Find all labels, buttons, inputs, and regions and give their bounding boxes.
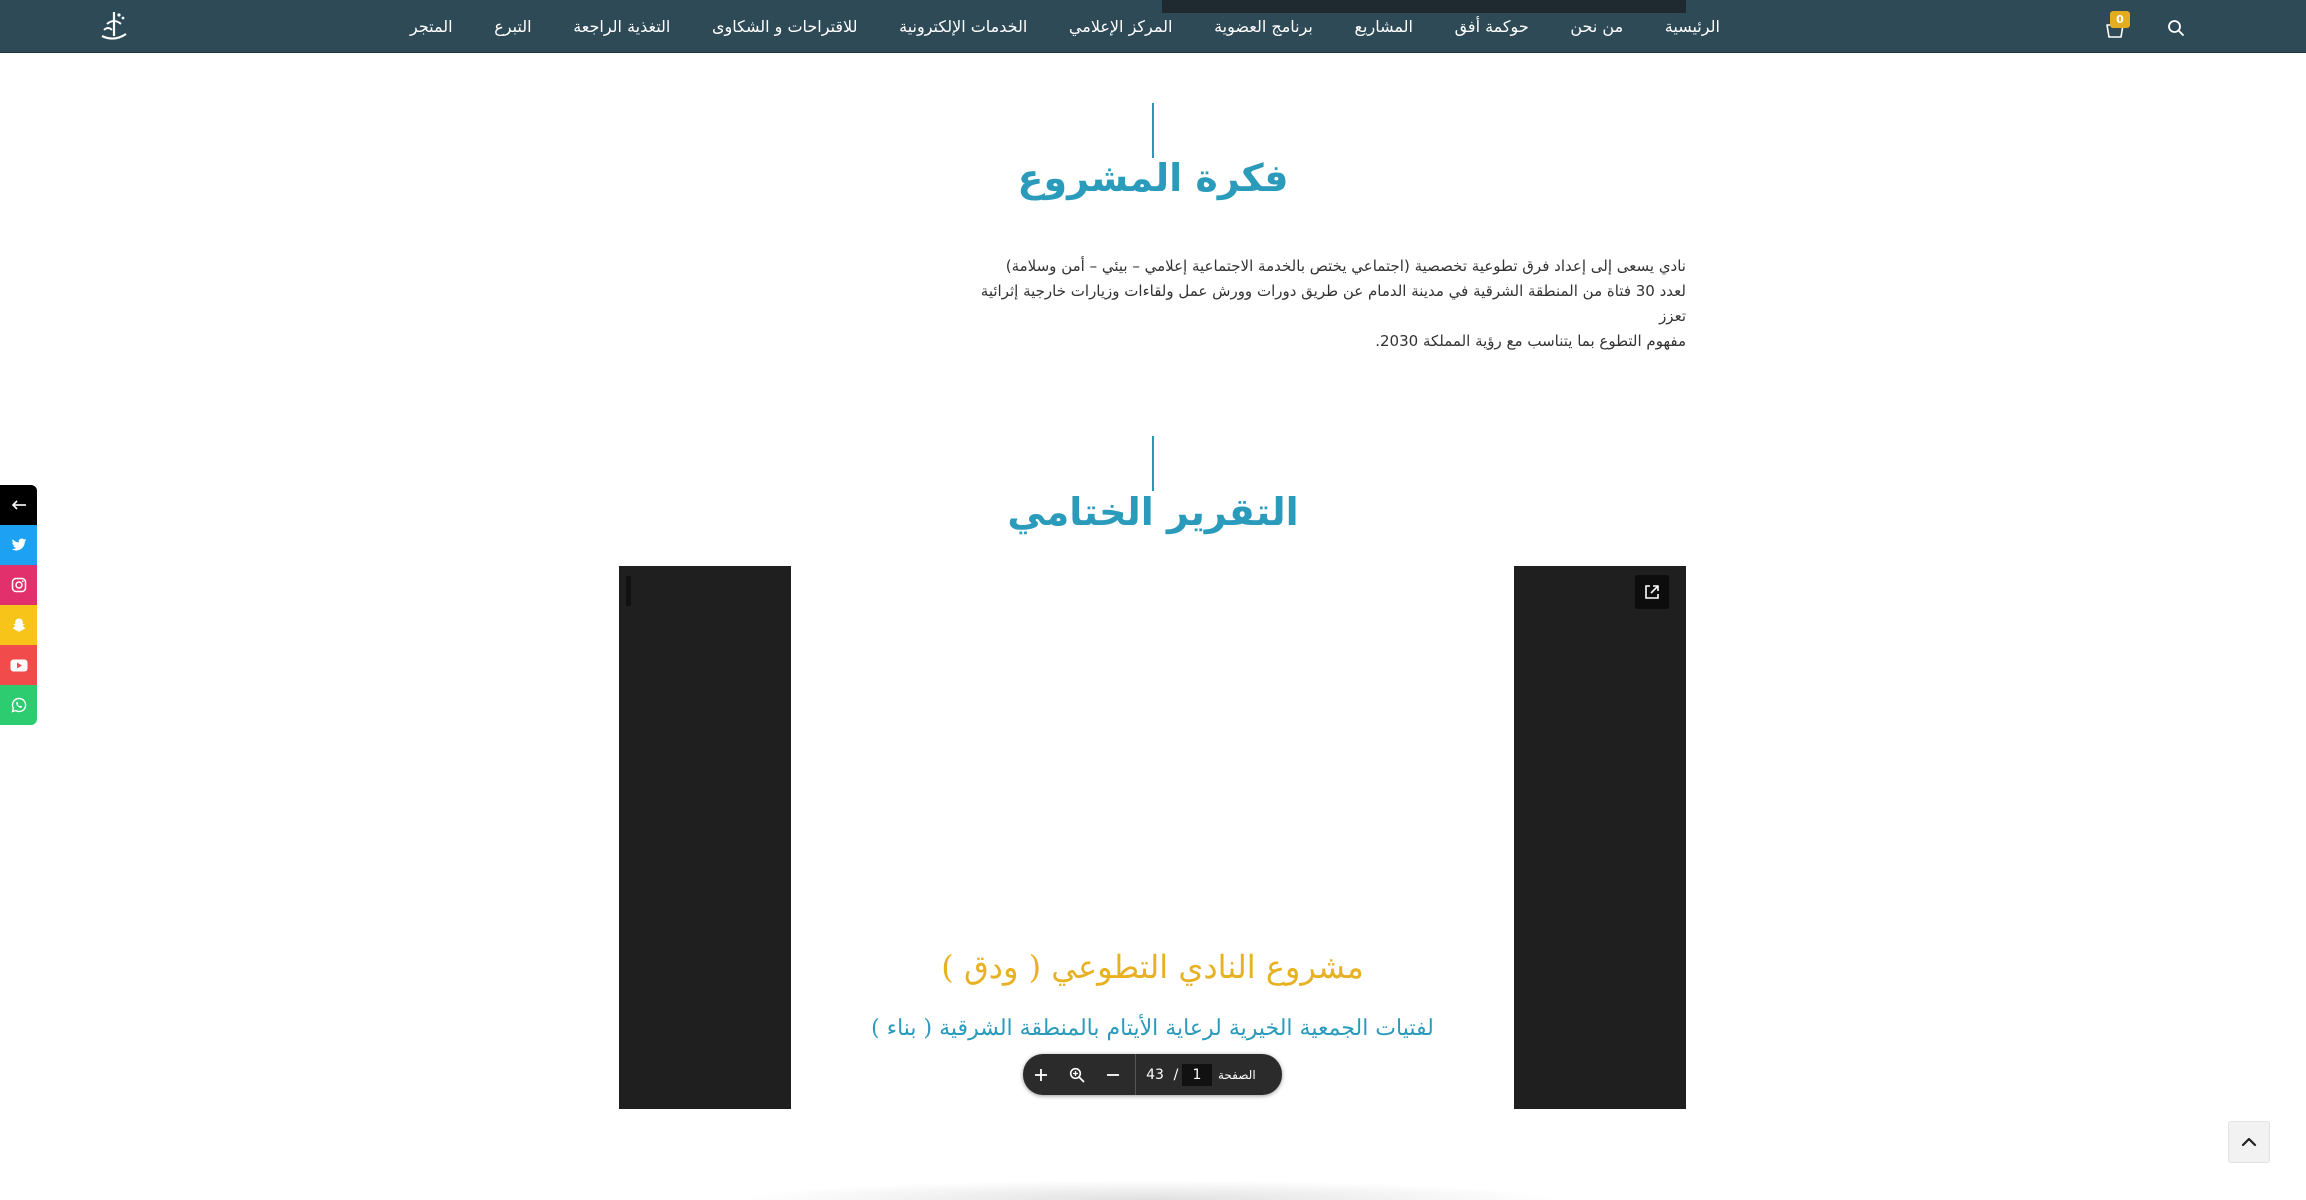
chevron-up-icon	[2241, 1137, 2257, 1147]
social-sidebar	[0, 485, 37, 725]
pdf-toolbar	[1023, 1054, 1282, 1095]
logo-icon[interactable]	[94, 6, 134, 46]
pdf-subheading: لفتيات الجمعية الخيرية لرعاية الأيتام بالمنطقة الشرقية ( بناء )	[871, 1016, 1434, 1041]
nav-item-eservices[interactable]: الخدمات الإلكترونية	[899, 17, 1028, 36]
nav-item-donate[interactable]: التبرع	[494, 17, 532, 36]
page-number-input[interactable]	[1182, 1064, 1212, 1086]
page-separator: /	[1173, 1066, 1179, 1083]
zoom-in-button[interactable]	[1023, 1054, 1059, 1095]
idea-line: مفهوم التطوع بما يتناسب مع رؤية المملكة 2030.	[1375, 332, 1686, 350]
pdf-sidebar-handle[interactable]	[626, 576, 631, 606]
top-navbar	[0, 0, 2306, 53]
cart-count-badge: 0	[2110, 11, 2130, 28]
toolbar-separator	[1135, 1054, 1136, 1095]
pdf-heading: مشروع النادي التطوعي ( ودق )	[941, 948, 1364, 986]
nav-item-governance[interactable]: حوكمة أفق	[1454, 17, 1529, 36]
nav-item-membership[interactable]: برنامج العضوية	[1214, 17, 1313, 36]
main-menu	[410, 0, 1720, 53]
section-divider	[1152, 436, 1154, 491]
idea-section-title: فكرة المشروع	[1017, 156, 1289, 200]
social-toggle-arrow-left-icon[interactable]	[0, 485, 37, 525]
idea-line: نادي يسعى إلى إعداد فرق تطوعية تخصصية (اجتماعي يختص بالخدمة الاجتماعية إعلامي – بيئي – أمن وسلامة)	[1005, 257, 1686, 275]
youtube-icon[interactable]	[0, 645, 37, 685]
total-pages: 43	[1146, 1066, 1164, 1083]
search-icon[interactable]	[2166, 18, 2186, 38]
footer-shadow	[733, 1180, 1563, 1200]
idea-line: لعدد 30 فتاة من المنطقة الشرقية في مدينة الدمام عن طريق دورات وورش عمل ولقاءات وزيارات خارجية إثرائية تعزز	[980, 282, 1686, 325]
whatsapp-icon[interactable]	[0, 685, 37, 725]
nav-item-about[interactable]: من نحن	[1570, 17, 1624, 36]
section-divider	[1152, 103, 1154, 158]
instagram-icon[interactable]	[0, 565, 37, 605]
nav-item-projects[interactable]: المشاريع	[1354, 17, 1413, 36]
page-label: الصفحة	[1218, 1067, 1256, 1082]
nav-item-store[interactable]: المتجر	[410, 17, 453, 36]
zoom-fit-button[interactable]	[1059, 1054, 1095, 1095]
nav-item-media[interactable]: المركز الإعلامي	[1068, 17, 1173, 36]
pdf-viewer[interactable]	[619, 566, 1686, 1109]
nav-item-feedback[interactable]: التغذية الراجعة	[573, 17, 671, 36]
pdf-page	[791, 566, 1514, 1109]
nav-item-complaints[interactable]: للاقتراحات و الشكاوى	[712, 17, 858, 36]
popout-icon[interactable]	[1635, 575, 1669, 609]
twitter-icon[interactable]	[0, 525, 37, 565]
idea-description	[980, 254, 1686, 354]
nav-item-home[interactable]: الرئيسية	[1664, 17, 1720, 36]
report-section-title: التقرير الختامي	[1007, 490, 1299, 534]
zoom-out-button[interactable]	[1095, 1054, 1131, 1095]
scroll-to-top-button[interactable]	[2228, 1121, 2270, 1163]
snapchat-icon[interactable]	[0, 605, 37, 645]
